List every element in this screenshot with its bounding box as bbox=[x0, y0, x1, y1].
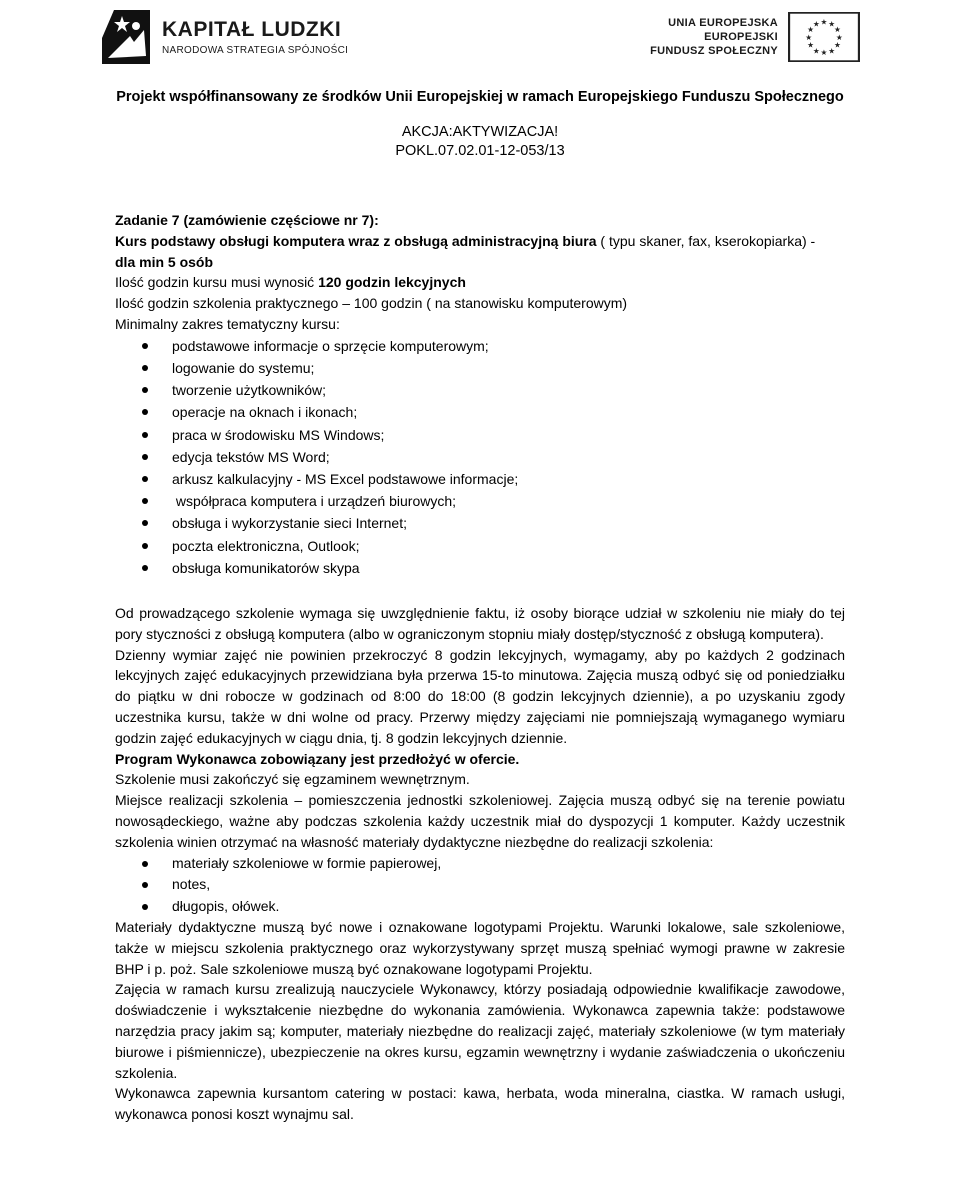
list-item: materiały szkoleniowe w formie papierowej, bbox=[115, 853, 845, 875]
list-item: współpraca komputera i urządzeń biurowych; bbox=[115, 490, 845, 512]
course-scope: ( typu skaner, fax, kserokopiarka) - bbox=[596, 232, 816, 249]
svg-text:★: ★ bbox=[820, 17, 828, 27]
materials-list bbox=[115, 853, 845, 918]
list-item: notes, bbox=[115, 874, 845, 896]
list-item: arkusz kalkulacyjny - MS Excel podstawowe informacje; bbox=[115, 468, 845, 490]
list-item: edycja tekstów MS Word; bbox=[115, 446, 845, 468]
paragraph-catering: Wykonawca zapewnia kursantom catering w postaci: kawa, herbata, woda mineralna, ciastka. W ramach usługi, wykonawca ponosi koszt wynajmu sal. bbox=[115, 1085, 845, 1123]
kapital-ludzki-emblem-icon bbox=[100, 8, 152, 66]
course-line bbox=[115, 231, 845, 252]
document-content bbox=[115, 210, 845, 1125]
topics-list bbox=[115, 335, 845, 579]
svg-text:★: ★ bbox=[833, 25, 841, 35]
list-item: operacje na oknach i ikonach; bbox=[115, 401, 845, 423]
list-item: tworzenie użytkowników; bbox=[115, 379, 845, 401]
eu-logo bbox=[650, 12, 860, 62]
eu-line-2: EUROPEJSKI bbox=[704, 31, 778, 43]
practical-hours: Ilość godzin szkolenia praktycznego – 100 godzin ( na stanowisku komputerowym) bbox=[115, 295, 628, 312]
paragraph-schedule: Dzienny wymiar zajęć nie powinien przekroczyć 8 godzin lekcyjnych, wymagamy, aby po każdych 2 godzinach lekcyjnych zajęć edukacyjnych przewidziana była przerwa 15-to minutowa. Zajęcia muszą odbyć się od poniedziałku do piątku w dni robocze w godzinach od 8:00 do 18:00 (8 godzin lekcyjnych dziennie), a po uzyskaniu zgody uczestnika kursu, także w dni wolne od pracy. Przerwy między zajęciami nie pomniejszają wymaganego wymiaru godzin zajęć edukacyjnych w ciągu dnia, tj. 8 godzin lekcyjnych dziennie. bbox=[115, 646, 845, 746]
eu-flag-icon bbox=[788, 12, 860, 62]
kapital-ludzki-title: KAPITAŁ LUDZKI bbox=[162, 18, 342, 41]
svg-text:★: ★ bbox=[833, 40, 841, 50]
task-title: Zadanie 7 (zamówienie częściowe nr 7): bbox=[115, 212, 379, 228]
hours-line bbox=[115, 272, 845, 293]
hours-value: 120 godzin lekcyjnych bbox=[318, 274, 466, 291]
svg-text:★: ★ bbox=[807, 25, 815, 35]
list-item: praca w środowisku MS Windows; bbox=[115, 424, 845, 446]
paragraph-teachers: Zajęcia w ramach kursu zrealizują nauczyciele Wykonawcy, którzy posiadają odpowiednie kwalifikacje zawodowe, doświadczenie i wykształcenie niezbędne do wykonania zamówienia. Wykonawca zapewnia także: podstawowe narzędzia pracy jakim są; komputer, materiały niezbędne do realizacji zajęć, materiały szkoleniowe (w tym materiały biurowe i piśmiennicze), ubezpieczenie na okres kursu, egzamin wewnętrzny i wydanie zaświadczenia o ukończeniu szkolenia. bbox=[115, 981, 845, 1081]
action-header bbox=[0, 123, 960, 161]
list-item: długopis, ołówek. bbox=[115, 896, 845, 918]
svg-text:★: ★ bbox=[812, 19, 820, 29]
list-item: logowanie do systemu; bbox=[115, 357, 845, 379]
list-item: poczta elektroniczna, Outlook; bbox=[115, 535, 845, 557]
paragraph-exam: Szkolenie musi zakończyć się egzaminem wewnętrznym. bbox=[115, 771, 470, 788]
project-code: POKL.07.02.01-12-053/13 bbox=[395, 143, 565, 159]
kapital-ludzki-logo bbox=[100, 6, 348, 68]
list-item: podstawowe informacje o sprzęcie komputerowym; bbox=[115, 335, 845, 357]
kapital-ludzki-subtitle: NARODOWA STRATEGIA SPÓJNOŚCI bbox=[162, 45, 349, 56]
project-funding-line: Projekt współfinansowany ze środków Unii Europejskiej w ramach Europejskiego Funduszu Społecznego bbox=[116, 89, 844, 105]
paragraph-program: Program Wykonawca zobowiązany jest przedłożyć w ofercie. bbox=[115, 750, 520, 767]
paragraph-materials: Materiały dydaktyczne muszą być nowe i oznakowane logotypami Projektu. Warunki lokalowe, sale szkoleniowe, także w miejscu szkolenia praktycznego oraz wykorzystywany sprzęt muszą spełniać wymogi prawne w zakresie BHP i p. poż. Sale szkoleniowe muszą być oznakowane logotypami Projektu. bbox=[115, 919, 845, 977]
svg-text:★: ★ bbox=[807, 40, 815, 50]
min-participants: dla min 5 osób bbox=[115, 253, 214, 270]
svg-text:★: ★ bbox=[820, 48, 828, 58]
list-item: obsługa i wykorzystanie sieci Internet; bbox=[115, 512, 845, 534]
paragraph-location: Miejsce realizacji szkolenia – pomieszczenia jednostki szkoleniowej. Zajęcia muszą odbyć się na terenie powiatu nowosądeckiego, ważne aby podczas szkolenia każdy uczestnik miał do dyspozycji 1 komputer. Każdy uczestnik szkolenia winien otrzymać na własność materiały dydaktyczne niezbędne do realizacji szkolenia: bbox=[115, 792, 845, 850]
svg-text:★: ★ bbox=[812, 46, 820, 56]
svg-text:★: ★ bbox=[828, 19, 836, 29]
svg-text:★: ★ bbox=[828, 46, 836, 56]
eu-line-1: UNIA EUROPEJSKA bbox=[668, 17, 778, 29]
list-item: obsługa komunikatorów skypa bbox=[115, 557, 845, 579]
eu-line-3: FUNDUSZ SPOŁECZNY bbox=[650, 45, 778, 57]
course-name: Kurs podstawy obsługi komputera wraz z obsługą administracyjną biura bbox=[115, 232, 597, 249]
svg-text:★: ★ bbox=[805, 32, 813, 42]
svg-text:★: ★ bbox=[835, 32, 843, 42]
paragraph-requirements: Od prowadzącego szkolenie wymaga się uwzględnienie faktu, iż osoby biorące udział w szkoleniu nie miały do tej pory styczności z obsługą komputera (albo w ograniczonym stopniu miały dostęp/styczność z obsługą komputera). bbox=[115, 605, 845, 642]
hours-label: Ilość godzin kursu musi wynosić bbox=[115, 274, 319, 291]
action-name: AKCJA:AKTYWIZACJA! bbox=[401, 124, 559, 140]
scope-heading: Minimalny zakres tematyczny kursu: bbox=[115, 315, 340, 332]
